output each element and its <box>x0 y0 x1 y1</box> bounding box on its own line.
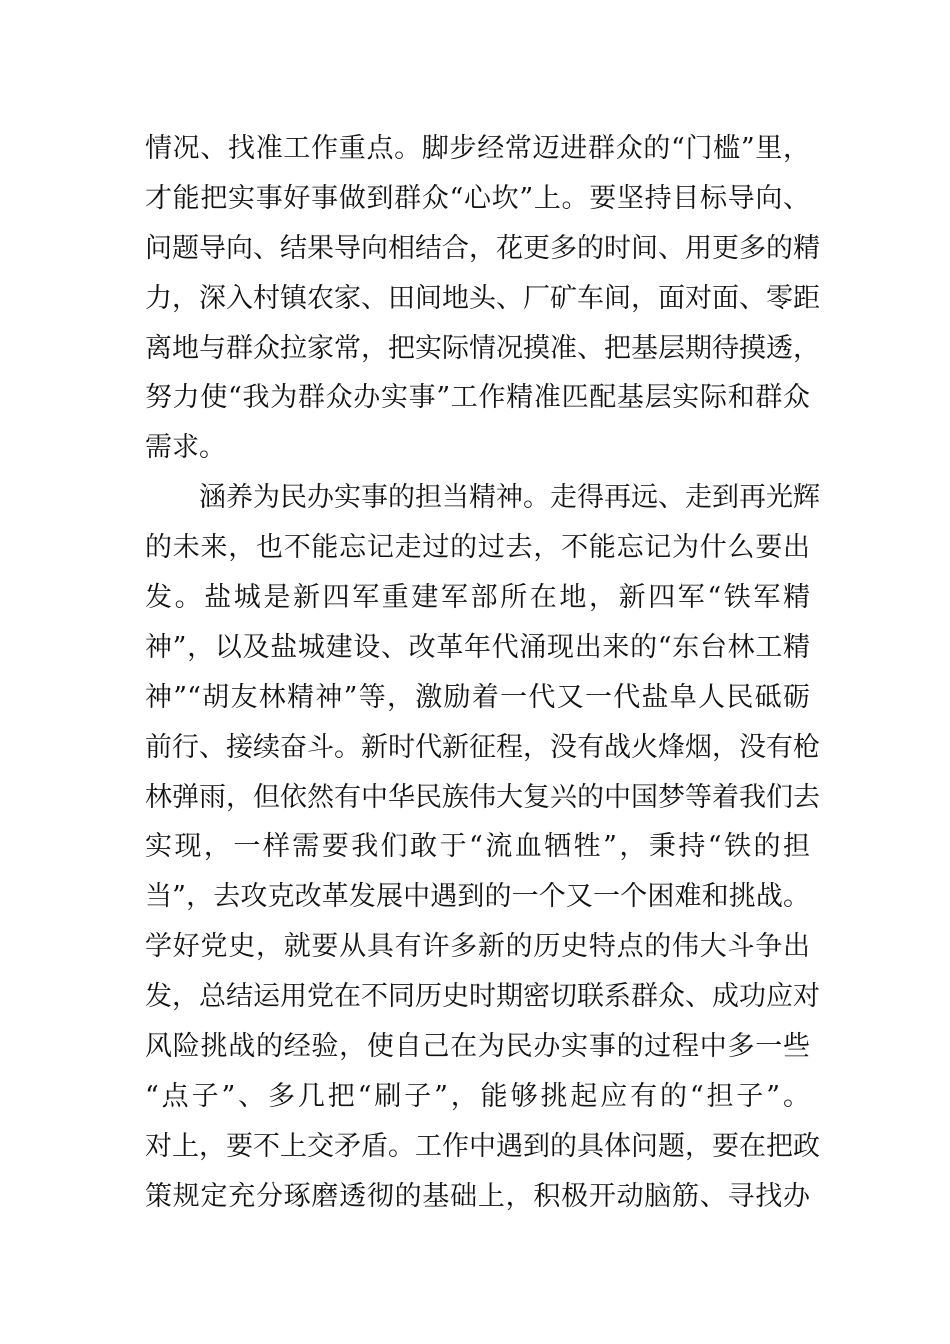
text-line: 问题导向、结果导向相结合，花更多的时间、用更多的精 <box>145 232 820 264</box>
text-line: 离地与群众拉家常，把实际情况摸准、把基层期待摸透， <box>145 332 820 364</box>
text-line: 的未来，也不能忘记走过的过去，不能忘记为什么要出 <box>145 532 810 564</box>
text-line: 实现，一样需要我们敢于“流血牺牲”，秉持“铁的担 <box>145 831 810 863</box>
text-line: 努力使“我为群众办实事”工作精准匹配基层实际和群众 <box>145 382 810 414</box>
text-line: 神”，以及盐城建设、改革年代涌现出来的“东台林工精 <box>145 631 810 663</box>
text-line: 力，深入村镇农家、田间地头、厂矿车间，面对面、零距 <box>145 282 820 314</box>
text-line: 需求。 <box>145 432 226 464</box>
text-line: 神”“胡友林精神”等，激励着一代又一代盐阜人民砥砺 <box>145 681 810 713</box>
text-line: 发。盐城是新四军重建军部所在地，新四军“铁军精 <box>145 582 810 614</box>
paragraph-first-line: 涵养为民办实事的担当精神。走得再远、走到再光辉 <box>199 482 820 514</box>
text-line: 风险挑战的经验，使自己在为民办实事的过程中多一些 <box>145 1031 810 1063</box>
text-line: 林弹雨，但依然有中华民族伟大复兴的中国梦等着我们去 <box>145 781 820 813</box>
text-line: 策规定充分琢磨透彻的基础上，积极开动脑筋、寻找办 <box>145 1180 810 1212</box>
text-line: 才能把实事好事做到群众“心坎”上。要坚持目标导向、 <box>145 182 810 214</box>
text-line: 当”，去攻克改革发展中遇到的一个又一个困难和挑战。 <box>145 881 810 913</box>
text-line: 前行、接续奋斗。新时代新征程，没有战火烽烟，没有枪 <box>145 731 820 763</box>
text-line: 对上，要不上交矛盾。工作中遇到的具体问题，要在把政 <box>145 1130 820 1162</box>
text-line: 学好党史，就要从具有许多新的历史特点的伟大斗争出 <box>145 931 810 963</box>
text-line: 情况、找准工作重点。脚步经常迈进群众的“门槛”里， <box>145 133 810 164</box>
text-line: 发，总结运用党在不同历史时期密切联系群众、成功应对 <box>145 981 820 1013</box>
body-text <box>145 124 820 1222</box>
text-line: “点子”、多几把“刷子”，能够挑起应有的“担子”。 <box>145 1080 810 1112</box>
